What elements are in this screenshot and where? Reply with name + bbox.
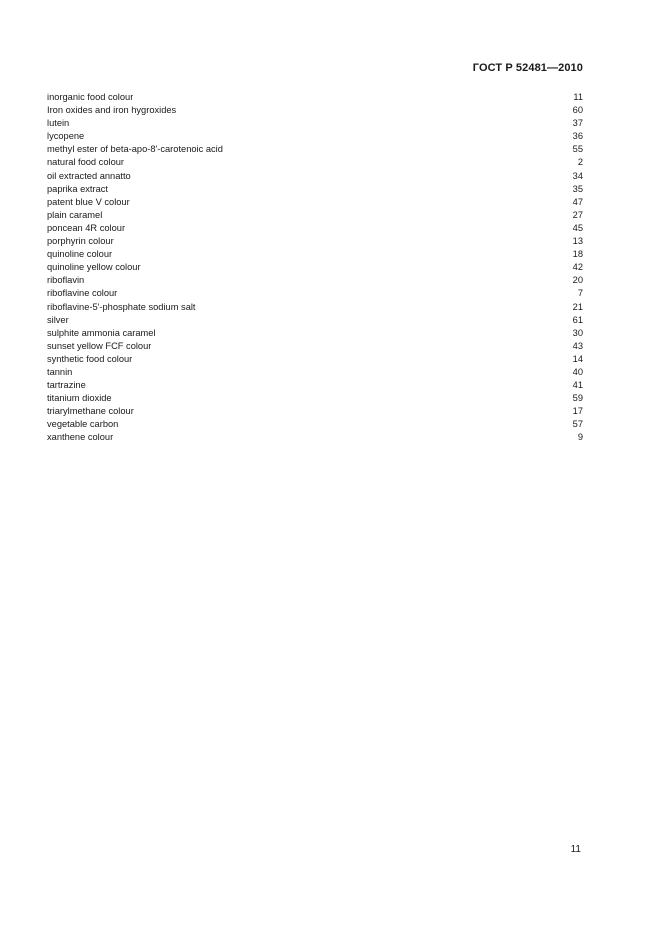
index-entry-page: 57 bbox=[572, 419, 583, 430]
index-entry-term: oil extracted annatto bbox=[47, 170, 131, 181]
index-entry-term: xanthene colour bbox=[47, 432, 114, 443]
index-entry-page: 7 bbox=[577, 288, 583, 299]
index-entry-term: titanium dioxide bbox=[47, 393, 112, 404]
index-entry-page: 18 bbox=[572, 249, 583, 260]
index-entry-page: 27 bbox=[572, 209, 583, 220]
index-entry bbox=[47, 340, 583, 353]
index-entry-term: riboflavine colour bbox=[47, 288, 118, 299]
index-entry-page: 47 bbox=[572, 196, 583, 207]
index-entry-term: inorganic food colour bbox=[47, 92, 134, 102]
index-entry-term: paprika extract bbox=[47, 183, 108, 194]
index-entry bbox=[47, 418, 583, 431]
index-entry bbox=[47, 170, 583, 183]
index-entry bbox=[47, 156, 583, 169]
index-entry-page: 13 bbox=[572, 236, 583, 247]
index-entry bbox=[47, 431, 583, 444]
index-entry bbox=[47, 196, 583, 209]
index-entry-term: porphyrin colour bbox=[47, 236, 114, 247]
index-entry bbox=[47, 130, 583, 143]
index-entry bbox=[47, 327, 583, 340]
index-entry-page: 30 bbox=[572, 327, 583, 338]
index-entry-page: 41 bbox=[572, 380, 583, 391]
index-entry bbox=[47, 261, 583, 274]
index-entry-page: 37 bbox=[572, 118, 583, 129]
index-entry bbox=[47, 183, 583, 196]
index-entry bbox=[47, 379, 583, 392]
index-entry-term: lycopene bbox=[47, 131, 85, 142]
index-entry-term: triarylmethane colour bbox=[47, 406, 134, 417]
index-entry-term: synthetic food colour bbox=[47, 353, 133, 364]
index-entry bbox=[47, 353, 583, 366]
index-entry-term: quinoline colour bbox=[47, 249, 113, 260]
index-entry-page: 60 bbox=[572, 105, 583, 116]
index-entry-page: 2 bbox=[577, 157, 583, 168]
index-entry-term: riboflavine-5′-phosphate sodium salt bbox=[47, 301, 196, 312]
index-entry-page: 34 bbox=[572, 170, 583, 181]
index-entry bbox=[47, 235, 583, 248]
index-entry-page: 35 bbox=[572, 183, 583, 194]
index-entry-page: 40 bbox=[572, 366, 583, 377]
index-entry-term: quinoline yellow colour bbox=[47, 262, 141, 273]
index-entry-page: 42 bbox=[572, 262, 583, 273]
index-entry bbox=[47, 392, 583, 405]
index-entry-term: plain caramel bbox=[47, 209, 103, 220]
index-entry-page: 59 bbox=[572, 393, 583, 404]
index-entry bbox=[47, 405, 583, 418]
page-number: 11 bbox=[570, 844, 581, 855]
index-entry-page: 36 bbox=[572, 131, 583, 142]
index-entry bbox=[47, 366, 583, 379]
index-entry-page: 20 bbox=[572, 275, 583, 286]
index-entry bbox=[47, 104, 583, 117]
index-entry-term: silver bbox=[47, 314, 69, 325]
index-entry bbox=[47, 143, 583, 156]
index-entry-term: patent blue V colour bbox=[47, 196, 130, 207]
index-entry bbox=[47, 274, 583, 287]
index-entry-page: 55 bbox=[572, 144, 583, 155]
index-entry-page: 43 bbox=[572, 340, 583, 351]
index-entry-term: methyl ester of beta-apo-8′-carotenoic acid bbox=[47, 144, 223, 155]
index-entry bbox=[47, 248, 583, 261]
index-entry bbox=[47, 91, 583, 104]
index-entry-page: 14 bbox=[572, 353, 583, 364]
index-entry-term: sulphite ammonia caramel bbox=[47, 327, 156, 338]
index-entry bbox=[47, 222, 583, 235]
index-entry-term: vegetable carbon bbox=[47, 419, 119, 430]
index-entry-term: tartrazine bbox=[47, 380, 86, 391]
index-entry bbox=[47, 117, 583, 130]
index-entry-term: sunset yellow FCF colour bbox=[47, 340, 152, 351]
index-entry-term: natural food colour bbox=[47, 157, 125, 168]
index-list bbox=[47, 91, 583, 445]
index-entry-page: 45 bbox=[572, 222, 583, 233]
index-entry bbox=[47, 287, 583, 300]
index-entry-page: 61 bbox=[572, 314, 583, 325]
index-entry-page: 17 bbox=[572, 406, 583, 417]
index-entry-page: 21 bbox=[572, 301, 583, 312]
index-entry bbox=[47, 314, 583, 327]
index-entry-page: 11 bbox=[573, 92, 583, 102]
index-entry-term: Iron oxides and iron hygroxides bbox=[47, 105, 177, 116]
index-entry bbox=[47, 301, 583, 314]
document-code-header: ГОСТ Р 52481—2010 bbox=[472, 62, 583, 74]
index-entry-term: poncean 4R colour bbox=[47, 222, 126, 233]
index-entry-page: 9 bbox=[577, 432, 583, 443]
index-entry-term: lutein bbox=[47, 118, 70, 129]
index-entry bbox=[47, 209, 583, 222]
index-entry-term: tannin bbox=[47, 366, 73, 377]
index-entry-term: riboflavin bbox=[47, 275, 85, 286]
